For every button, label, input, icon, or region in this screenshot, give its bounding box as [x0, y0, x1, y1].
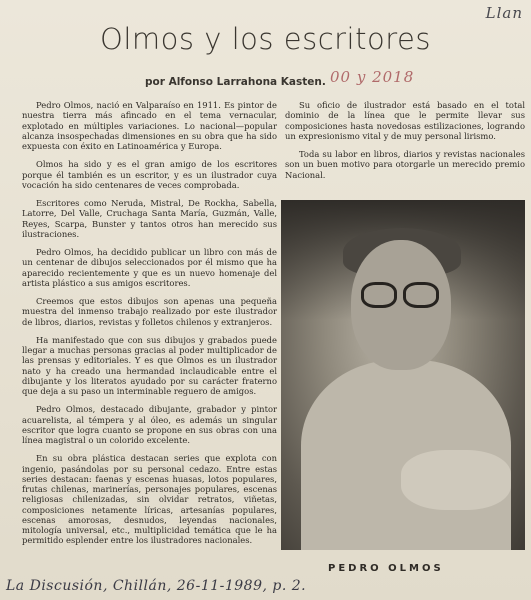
handwritten-date: 00 y 2018 [330, 68, 415, 86]
paragraph: Ha manifestado que con sus dibujos y grabados puede llegar a muchas personas gracias al poder multiplicador de las prensas y editoriales. Y es que Olmos es un ilustrador nato y ha creado una hermandad inclaudicable entre el dibujante y los literatos ayudado por su carácter fraterno que deja a su paso un interminable reguero de amigos. [22, 334, 277, 396]
left-column [22, 100, 277, 554]
article-byline: por Alfonso Larrahona Kasten. [145, 76, 326, 88]
paragraph: Olmos ha sido y es el gran amigo de los escritores porque él también es un escritor, y es un ilustrador cuya vocación ha sido centenares de veces comprobada. [22, 159, 277, 190]
glasses-icon [361, 282, 441, 304]
handwritten-source-note: La Discusión, Chillán, 26-11-1989, p. 2. [6, 578, 307, 594]
paragraph: Creemos que estos dibujos son apenas una pequeña muestra del inmenso trabajo realizado por este ilustrador de libros, diarios, revistas y folletos chilenos y extranjeros. [22, 296, 277, 327]
corner-handwritten-note: Llan [485, 4, 523, 22]
article-title: Olmos y los escritores [100, 22, 431, 56]
right-column [285, 100, 525, 188]
paragraph: Pedro Olmos, destacado dibujante, grabador y pintor acuarelista, al témpera y al óleo, es además un singular escritor que logra cuanto se propone en sus obras con una línea magistral o un colorido excelente. [22, 404, 277, 445]
paragraph: En su obra plástica destacan series que explota con ingenio, pasándolas por su personal cedazo. Entre estas series destacan: faenas y escenas huasas, lotos populares, frutas chilenas, marinerías, personajes populares, escenas religiosas chilenizadas, sin olvidar retratos, viñetas, composiciones netamente líricas, artesanías populares, escenas amorosas, desnudos, leyendas nacionales, mitología universal, etc., multiplicidad temática que le ha permitido esplender entre los ilustradores nacionales. [22, 453, 277, 546]
photo-caption: PEDRO OLMOS [328, 563, 444, 574]
photo-figure-hand [401, 450, 511, 510]
paragraph: Pedro Olmos, ha decidido publicar un libro con más de un centenar de dibujos seleccionados por él mismo que ha aparecido recientemente y que es un nuevo homenaje del artista plástico a sus amigos escritores. [22, 247, 277, 288]
paragraph: Pedro Olmos, nació en Valparaíso en 1911. Es pintor de nuestra tierra más afincado en el tema vernacular, explotado en múltiples variaciones. Lo nacional—popular alcanza insospechadas dimensiones en su obra que ha sido expuesta con éxito en Latinoamérica y Europa. [22, 100, 277, 151]
portrait-photo [281, 200, 525, 550]
paragraph: Toda su labor en libros, diarios y revistas nacionales son un buen motivo para otorgarle un merecido premio Nacional. [285, 149, 525, 180]
paragraph: Su oficio de ilustrador está basado en el total dominio de la línea que le permite llevar sus composiciones hasta novedosas estilizaciones, logrando un expresionismo vital y de muy personal lirismo. [285, 100, 525, 141]
paragraph: Escritores como Neruda, Mistral, De Rockha, Sabella, Latorre, Del Valle, Cruchaga Santa María, Guzmán, Valle, Reyes, Scarpa, Bunster y tantos otros han merecido sus ilustraciones. [22, 198, 277, 239]
